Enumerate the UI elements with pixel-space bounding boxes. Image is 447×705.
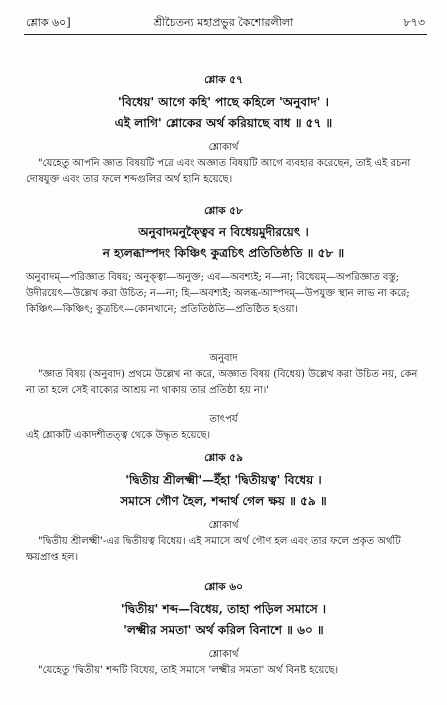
verse-58-line-2: ন হ্যলব্ধাস্পদং কিঞ্চিৎ কুত্রচিৎ প্রতিতিষ্ঠতি ॥ ৫৮ ॥	[102, 246, 345, 260]
page-number: ৮৭৩	[403, 16, 425, 29]
verse-60-label: শ্লোক ৬০	[204, 581, 243, 593]
running-title: শ্রীচৈতন্য মহাপ্রভুর কৈশোরলীলা	[153, 16, 294, 29]
verse-59-line-2: সমাসে গৌণ হৈল, শব্দার্থ গেল ক্ষয় ॥ ৫৯ ॥	[120, 494, 327, 508]
verse-57-translation-label: শ্লোকার্থ	[208, 142, 239, 153]
running-verse-ref: শ্লোক ৬০]	[26, 16, 71, 29]
verse-58-line-1: অনুবাদমনুক্ত্বৈব ন বিধেয়মুদীরয়েৎ ।	[138, 225, 309, 239]
verse-57-line-1: 'বিধেয়' আগে কহি' পাছে কহিলে 'অনুবাদ' ।	[118, 95, 329, 109]
verse-57-line-2: এই লাগি' শ্লোকের অর্থ করিয়াছে বাধ ॥ ৫৭ ॥	[114, 116, 333, 130]
verse-58-purport-label: তাৎপর্য	[209, 414, 238, 425]
verse-58-label: শ্লোক ৫৮	[204, 205, 243, 217]
verse-60-translation: "যেহেতু 'দ্বিতীয়' শব্দটি বিধেয়, তাই সমাসে 'লক্ষ্মীর সমতা' অর্থ বিনষ্ট হয়েছে।	[38, 665, 339, 676]
verse-58-purport: এই শ্লোকটি একাদশীতত্ত্ব থেকে উদ্ধৃত হয়েছে।	[26, 430, 211, 441]
verse-58-synonyms: অনুবাদম্—পরিজ্ঞাত বিষয়; অনুক্ত্বা—অনুক্ত; এব—অবশ্যই; ন—না; বিধেয়ম্—অপরিজ্ঞাত বস্তু; উদীরয়েৎ—উল্লেখ করা উচিত; ন—না; হি—অবশ্যই; অলব্ধ-আস্পদম্—উপযুক্ত স্থান লাভ না করে; কিঞ্চিৎ—কিঞ্চিৎ; কুত্রচিৎ—কোনখানে; প্রতিতিষ্ঠতি—প্রতিষ্ঠিত হওয়া।	[26, 272, 410, 315]
verse-57-label: শ্লোক ৫৭	[204, 74, 243, 86]
verse-58-translation-label: অনুবাদ	[209, 353, 238, 364]
verse-59-translation: "দ্বিতীয় শ্রীলক্ষ্মী'-এর দ্বিতীয়ত্ব বিধেয়। এই সমাসে অর্থ গৌণ হল এবং তার ফলে প্রকৃত অর্থটি ক্ষয়প্রাপ্ত হল।	[26, 536, 401, 563]
verse-60-translation-label: শ্লোকার্থ	[208, 649, 239, 660]
header-rule	[24, 34, 427, 35]
verse-60-line-2: 'লক্ষ্মীর সমতা' অর্থ করিল বিনাশে ॥ ৬০ ॥	[123, 623, 324, 637]
verse-59-line-1: 'দ্বিতীয় শ্রীলক্ষ্মী'—ইঁহা 'দ্বিতীয়ত্ব' বিধেয় ।	[125, 473, 322, 487]
verse-59-label: শ্লোক ৫৯	[204, 452, 243, 464]
verse-59-translation-label: শ্লোকার্থ	[208, 520, 239, 531]
verse-60-line-1: 'দ্বিতীয়' শব্দ—বিধেয়, তাহা পড়িল সমাসে ।	[120, 602, 327, 616]
verse-57-translation: "যেহেতু আপনি জ্ঞাত বিষয়টি পরে এবং অজ্ঞাত বিষয়টি আগে ব্যবহার করেছেন, তাই এই রচনা দোষযুক্ত এবং তার ফলে শব্দগুলির অর্থ হানি হয়েছে।	[26, 158, 411, 185]
verse-58-translation: "জ্ঞাত বিষয় (অনুবাদ) প্রথমে উল্লেখ না করে, অজ্ঞাত বিষয় (বিধেয়) উল্লেখ করা উচিত নয়, কেন না তা হলে সেই বাক্যের আশ্রয় না থাকায় তার প্রতিষ্ঠা হয় না।'	[26, 369, 418, 396]
